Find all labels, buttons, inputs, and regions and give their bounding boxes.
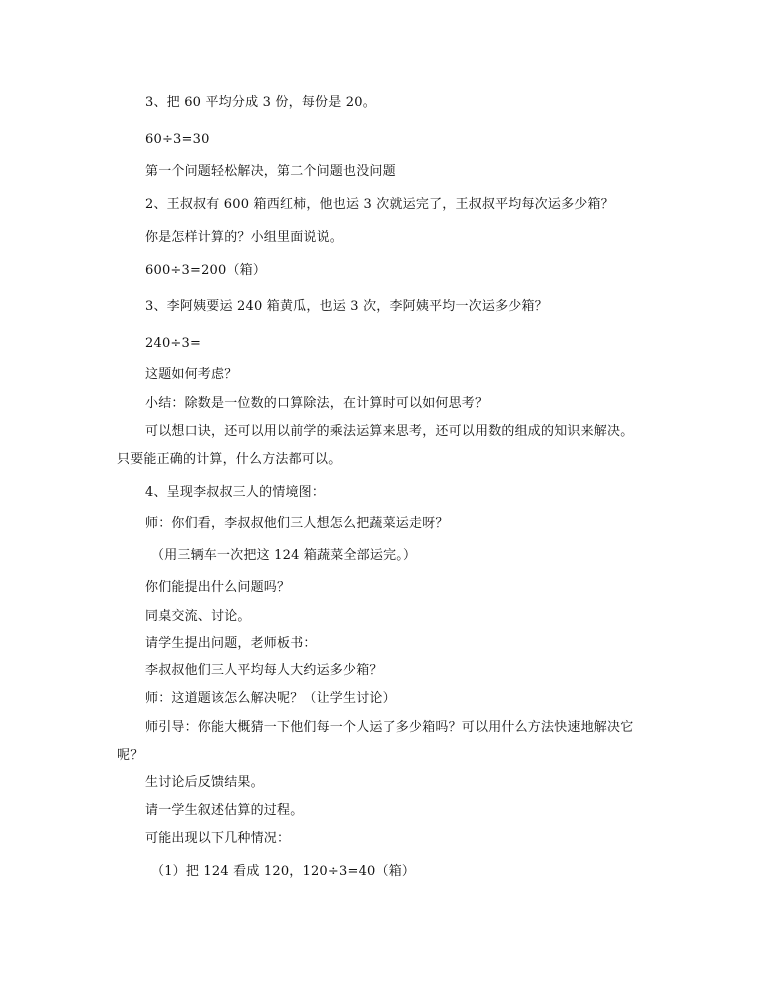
text-line-16: 你们能提出什么问题吗？ — [145, 580, 291, 595]
text-line-4: 2、王叔叔有 600 箱西红柿，他也运 3 次就运完了，王叔叔平均每次运多少箱？ — [145, 197, 614, 212]
text-line-6: 600÷3=200（箱） — [145, 263, 267, 278]
text-line-14: 师：你们看，李叔叔他们三人想怎么把蔬菜运走呀？ — [145, 516, 449, 531]
text-line-24: 请一学生叙述估算的过程。 — [145, 803, 304, 818]
text-line-7: 3、李阿姨要运 240 箱黄瓜，也运 3 次，李阿姨平均一次运多少箱？ — [145, 299, 548, 314]
text-line-5: 你是怎样计算的？小组里面说说。 — [145, 230, 344, 245]
text-line-3: 第一个问题轻松解决，第二个问题也没问题 — [145, 164, 396, 179]
text-line-26: （1）把 124 看成 120，120÷3=40（箱） — [151, 864, 416, 879]
text-line-20: 师：这道题该怎么解决呢？（让学生讨论） — [145, 691, 396, 706]
text-line-17: 同桌交流、讨论。 — [145, 609, 251, 624]
text-line-10: 小结：除数是一位数的口算除法，在计算时可以如何思考？ — [145, 396, 489, 411]
text-line-21: 师引导：你能大概猜一下他们每一个人运了多少箱吗？可以用什么方法快速地解决它 — [145, 720, 634, 735]
text-line-22: 呢？ — [117, 748, 144, 763]
text-line-13: 4、呈现李叔叔三人的情境图： — [145, 485, 326, 500]
text-line-25: 可能出现以下几种情况： — [145, 831, 291, 846]
text-line-1: 3、把 60 平均分成 3 份，每份是 20。 — [145, 95, 376, 110]
text-line-8: 240÷3= — [145, 336, 202, 351]
text-line-12: 只要能正确的计算，什么方法都可以。 — [117, 452, 342, 467]
text-line-2: 60÷3=30 — [145, 132, 210, 147]
text-line-11: 可以想口诀，还可以用以前学的乘法运算来思考，还可以用数的组成的知识来解决。 — [145, 424, 634, 439]
text-line-15: （用三辆车一次把这 124 箱蔬菜全部运完。） — [151, 548, 417, 563]
text-line-9: 这题如何考虑？ — [145, 367, 238, 382]
text-line-23: 生讨论后反馈结果。 — [145, 775, 264, 790]
text-line-19: 李叔叔他们三人平均每人大约运多少箱？ — [145, 663, 383, 678]
text-line-18: 请学生提出问题，老师板书： — [145, 636, 317, 651]
